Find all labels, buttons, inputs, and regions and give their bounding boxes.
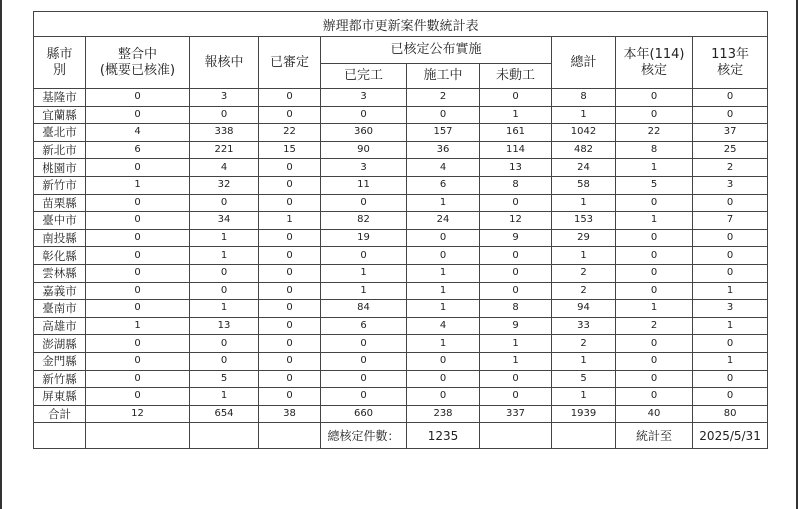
table-row [34,89,768,107]
cell-city: 基隆市 [34,89,86,107]
cell-completed: 3 [321,159,407,177]
cell-this-year: 0 [616,370,693,388]
cell-not-started: 9 [480,317,552,335]
cell-reporting: 1 [190,247,259,265]
cell-city: 彰化縣 [34,247,86,265]
cell-this-year: 0 [616,264,693,282]
table-title: 辦理都市更新案件數統計表 [34,12,768,37]
cell-reporting: 13 [190,317,259,335]
cell-under-construction: 1 [407,335,480,353]
cell-completed: 0 [321,106,407,124]
cell-city: 新竹市 [34,176,86,194]
cell-reviewed: 0 [259,106,321,124]
table-row [34,229,768,247]
totals-reporting: 654 [190,405,259,423]
cell-not-started: 0 [480,247,552,265]
table-row [34,159,768,177]
cell-city: 宜蘭縣 [34,106,86,124]
table-row [34,264,768,282]
cell-reviewed: 0 [259,194,321,212]
cell-integrating: 0 [86,229,190,247]
cell-year113: 3 [693,300,768,318]
table-row [34,335,768,353]
cell-integrating: 1 [86,176,190,194]
cell-year113: 7 [693,212,768,230]
cell-not-started: 8 [480,176,552,194]
cell-integrating: 0 [86,335,190,353]
table-row [34,141,768,159]
cell-year113: 3 [693,176,768,194]
cell-completed: 0 [321,335,407,353]
cell-under-construction: 2 [407,89,480,107]
cell-completed: 360 [321,124,407,142]
cell-completed: 1 [321,282,407,300]
table-row [34,212,768,230]
cell-reporting: 221 [190,141,259,159]
totals-under-construction: 238 [407,405,480,423]
cell-reviewed: 0 [259,282,321,300]
cell-year113: 0 [693,89,768,107]
cell-completed: 3 [321,89,407,107]
cell-not-started: 0 [480,194,552,212]
cell-under-construction: 0 [407,388,480,406]
table-row [34,352,768,370]
cell-total: 8 [552,89,616,107]
cell-completed: 90 [321,141,407,159]
cell-under-construction: 1 [407,194,480,212]
footer-empty-6 [552,423,616,449]
table-row [34,370,768,388]
cell-under-construction: 0 [407,352,480,370]
header-reviewed: 已審定 [259,37,321,89]
cell-total: 1 [552,247,616,265]
header-not-started: 未動工 [480,64,552,89]
totals-completed: 660 [321,405,407,423]
cell-completed: 0 [321,247,407,265]
cell-total: 5 [552,370,616,388]
cell-reviewed: 0 [259,352,321,370]
totals-not-started: 337 [480,405,552,423]
cell-this-year: 0 [616,194,693,212]
cell-not-started: 13 [480,159,552,177]
cell-under-construction: 157 [407,124,480,142]
totals-total: 1939 [552,405,616,423]
cell-year113: 0 [693,264,768,282]
cell-reviewed: 0 [259,300,321,318]
cell-reporting: 34 [190,212,259,230]
cell-reviewed: 15 [259,141,321,159]
cell-this-year: 0 [616,229,693,247]
cell-not-started: 1 [480,335,552,353]
cell-completed: 0 [321,352,407,370]
header-completed: 已完工 [321,64,407,89]
header-integrating: 整合中 (概要已核准) [86,37,190,89]
cell-this-year: 0 [616,282,693,300]
cell-reviewed: 0 [259,370,321,388]
cell-reporting: 0 [190,282,259,300]
cell-city: 嘉義市 [34,282,86,300]
cell-reporting: 5 [190,370,259,388]
cell-completed: 84 [321,300,407,318]
cell-under-construction: 36 [407,141,480,159]
table-row [34,282,768,300]
header-year-113: 113年 核定 [693,37,768,89]
cell-year113: 2 [693,159,768,177]
urban-renewal-stats-table [33,11,768,449]
cell-city: 屏東縣 [34,388,86,406]
cell-total: 2 [552,335,616,353]
cell-under-construction: 4 [407,159,480,177]
table-body [34,89,768,406]
header-city: 縣市 別 [34,37,86,89]
cell-city: 桃園市 [34,159,86,177]
cell-not-started: 0 [480,388,552,406]
header-approved-group: 已核定公布實施 [321,37,552,64]
cell-city: 雲林縣 [34,264,86,282]
cell-year113: 0 [693,247,768,265]
cell-under-construction: 0 [407,370,480,388]
as-of-label: 統計至 [616,423,693,449]
totals-year-113: 80 [693,405,768,423]
cell-not-started: 1 [480,106,552,124]
cell-integrating: 0 [86,388,190,406]
cell-total: 1042 [552,124,616,142]
cell-reviewed: 1 [259,212,321,230]
table-row [34,124,768,142]
cell-reviewed: 0 [259,159,321,177]
cell-reviewed: 0 [259,89,321,107]
cell-under-construction: 24 [407,212,480,230]
cell-reporting: 1 [190,388,259,406]
total-approved-label: 總核定件數： [321,423,407,449]
table-row [34,194,768,212]
cell-not-started: 8 [480,300,552,318]
footer-empty-1 [34,423,86,449]
cell-reviewed: 22 [259,124,321,142]
footer-empty-4 [259,423,321,449]
cell-year113: 0 [693,106,768,124]
cell-under-construction: 4 [407,317,480,335]
cell-this-year: 8 [616,141,693,159]
cell-integrating: 1 [86,317,190,335]
cell-not-started: 0 [480,89,552,107]
cell-reviewed: 0 [259,317,321,335]
footer-empty-2 [86,423,190,449]
as-of-date: 2025/5/31 [693,423,768,449]
header-total: 總計 [552,37,616,89]
cell-integrating: 0 [86,194,190,212]
cell-city: 金門縣 [34,352,86,370]
cell-total: 153 [552,212,616,230]
cell-reporting: 0 [190,264,259,282]
cell-city: 新北市 [34,141,86,159]
cell-completed: 0 [321,194,407,212]
cell-under-construction: 0 [407,247,480,265]
cell-this-year: 0 [616,247,693,265]
cell-this-year: 2 [616,317,693,335]
cell-city: 澎湖縣 [34,335,86,353]
cell-reviewed: 0 [259,229,321,247]
cell-this-year: 1 [616,212,693,230]
table-row [34,106,768,124]
cell-this-year: 1 [616,159,693,177]
totals-row [34,405,768,423]
cell-not-started: 1 [480,352,552,370]
cell-completed: 0 [321,388,407,406]
cell-completed: 19 [321,229,407,247]
cell-year113: 1 [693,352,768,370]
cell-total: 1 [552,352,616,370]
cell-reporting: 3 [190,89,259,107]
cell-reviewed: 0 [259,388,321,406]
cell-integrating: 0 [86,282,190,300]
cell-total: 58 [552,176,616,194]
cell-not-started: 114 [480,141,552,159]
cell-under-construction: 0 [407,229,480,247]
cell-completed: 1 [321,264,407,282]
cell-total: 94 [552,300,616,318]
cell-reporting: 4 [190,159,259,177]
cell-reviewed: 0 [259,335,321,353]
cell-reporting: 0 [190,335,259,353]
cell-completed: 82 [321,212,407,230]
table-row [34,317,768,335]
cell-city: 苗栗縣 [34,194,86,212]
header-this-year: 本年(114) 核定 [616,37,693,89]
cell-year113: 0 [693,229,768,247]
cell-integrating: 4 [86,124,190,142]
cell-city: 南投縣 [34,229,86,247]
table-row [34,300,768,318]
cell-integrating: 6 [86,141,190,159]
table-row [34,176,768,194]
header-under-construction: 施工中 [407,64,480,89]
table-row [34,247,768,265]
cell-integrating: 0 [86,159,190,177]
cell-reporting: 32 [190,176,259,194]
cell-this-year: 22 [616,124,693,142]
cell-reporting: 0 [190,194,259,212]
cell-reporting: 338 [190,124,259,142]
cell-year113: 0 [693,388,768,406]
cell-total: 2 [552,264,616,282]
cell-not-started: 12 [480,212,552,230]
footer-empty-3 [190,423,259,449]
cell-year113: 25 [693,141,768,159]
cell-integrating: 0 [86,106,190,124]
cell-city: 新竹縣 [34,370,86,388]
cell-year113: 37 [693,124,768,142]
cell-not-started: 161 [480,124,552,142]
footer-empty-5 [480,423,552,449]
cell-not-started: 0 [480,370,552,388]
cell-year113: 1 [693,282,768,300]
cell-this-year: 5 [616,176,693,194]
cell-reporting: 1 [190,300,259,318]
cell-total: 33 [552,317,616,335]
cell-not-started: 9 [480,229,552,247]
cell-this-year: 0 [616,106,693,124]
header-reporting: 報核中 [190,37,259,89]
cell-integrating: 0 [86,264,190,282]
cell-integrating: 0 [86,89,190,107]
cell-not-started: 0 [480,282,552,300]
cell-this-year: 0 [616,352,693,370]
totals-reviewed: 38 [259,405,321,423]
cell-this-year: 0 [616,89,693,107]
cell-integrating: 0 [86,212,190,230]
cell-total: 482 [552,141,616,159]
page-border-right [796,0,798,509]
cell-reporting: 0 [190,352,259,370]
cell-integrating: 0 [86,370,190,388]
total-approved-value: 1235 [407,423,480,449]
cell-total: 2 [552,282,616,300]
cell-completed: 6 [321,317,407,335]
cell-total: 24 [552,159,616,177]
cell-reporting: 0 [190,106,259,124]
totals-label: 合計 [34,405,86,423]
cell-reviewed: 0 [259,176,321,194]
cell-under-construction: 1 [407,264,480,282]
cell-year113: 0 [693,194,768,212]
cell-city: 臺中市 [34,212,86,230]
cell-reviewed: 0 [259,247,321,265]
cell-integrating: 0 [86,247,190,265]
cell-total: 29 [552,229,616,247]
footer-row [34,423,768,449]
totals-this-year: 40 [616,405,693,423]
cell-not-started: 0 [480,264,552,282]
cell-this-year: 0 [616,335,693,353]
cell-total: 1 [552,194,616,212]
cell-under-construction: 1 [407,282,480,300]
cell-reporting: 1 [190,229,259,247]
cell-city: 高雄市 [34,317,86,335]
cell-integrating: 0 [86,352,190,370]
table-row [34,388,768,406]
cell-reviewed: 0 [259,264,321,282]
cell-total: 1 [552,388,616,406]
cell-year113: 0 [693,370,768,388]
cell-under-construction: 6 [407,176,480,194]
cell-year113: 0 [693,335,768,353]
cell-city: 臺北市 [34,124,86,142]
cell-integrating: 0 [86,300,190,318]
cell-under-construction: 1 [407,300,480,318]
cell-this-year: 0 [616,388,693,406]
cell-under-construction: 0 [407,106,480,124]
totals-integrating: 12 [86,405,190,423]
cell-this-year: 1 [616,300,693,318]
cell-city: 臺南市 [34,300,86,318]
cell-completed: 0 [321,370,407,388]
cell-year113: 1 [693,317,768,335]
page-border-left [0,0,2,509]
cell-total: 1 [552,106,616,124]
cell-completed: 11 [321,176,407,194]
